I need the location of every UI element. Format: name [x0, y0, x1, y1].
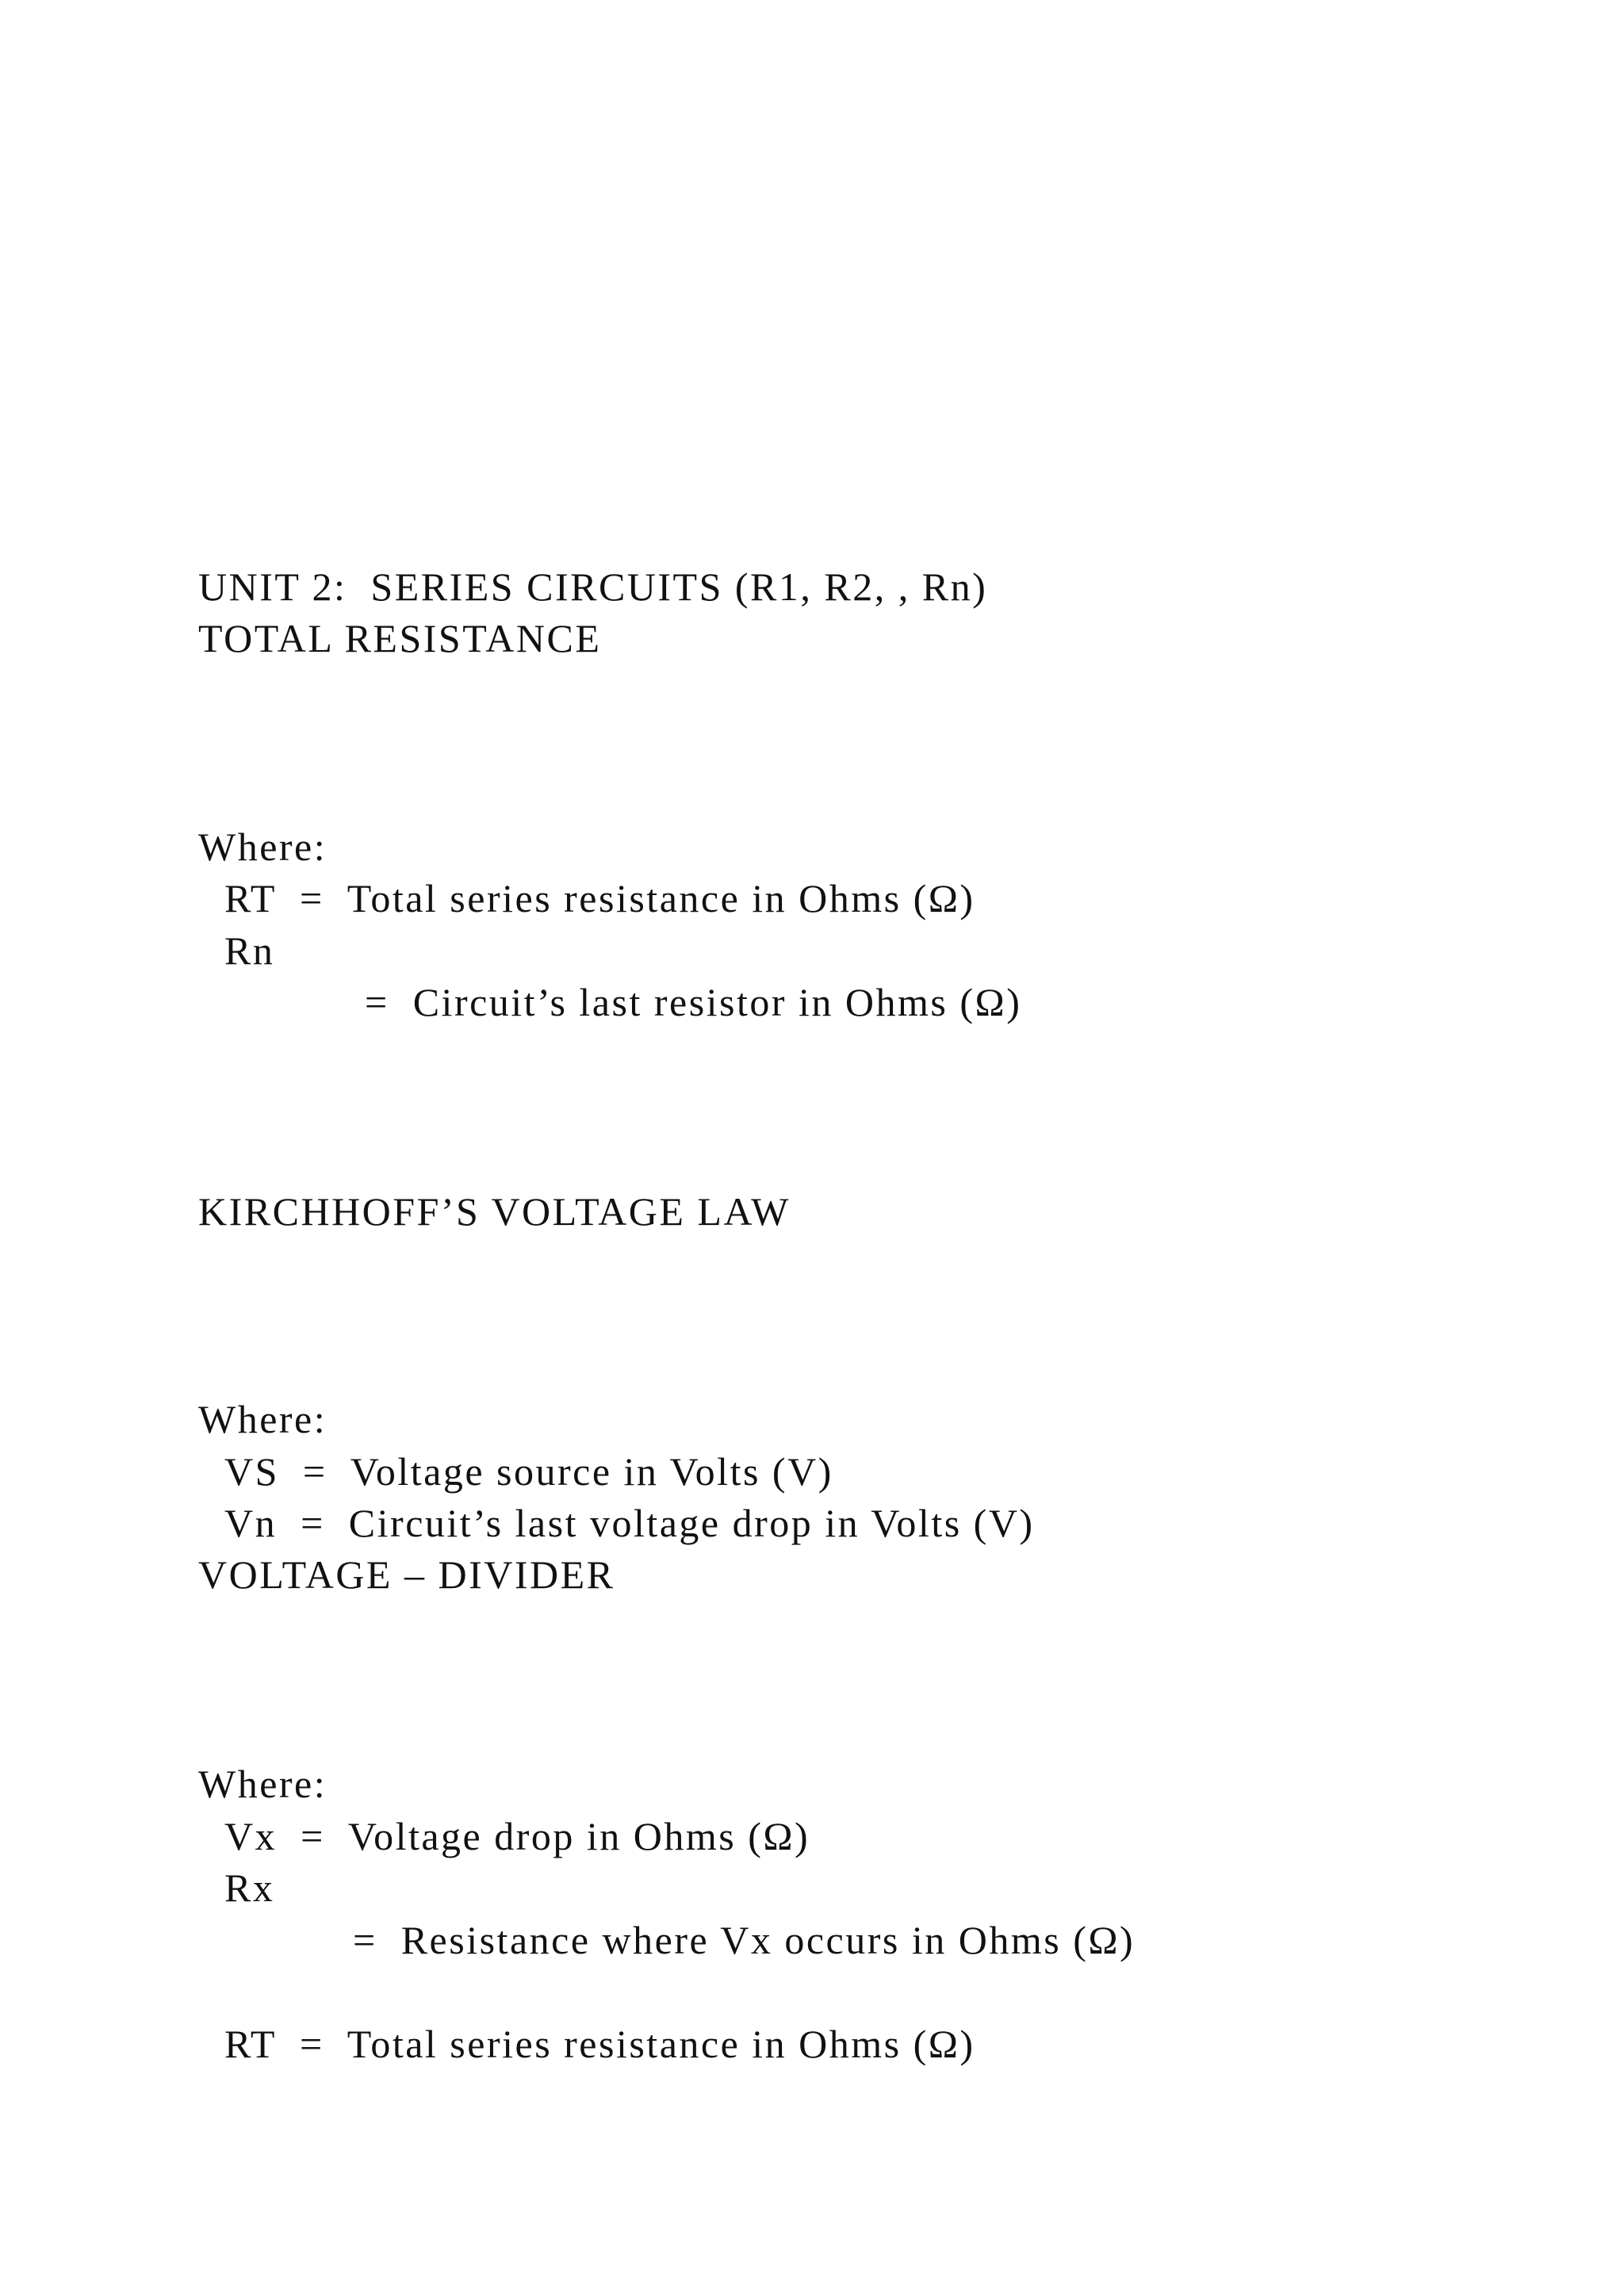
vs-definition: VS = Voltage source in Volts (V): [224, 1449, 833, 1494]
voltage-divider-heading: VOLTAGE – DIVIDER: [198, 1552, 615, 1597]
rt-definition: RT = Total series resistance in Ohms (Ω): [224, 876, 975, 920]
kvl-where: Where:: [198, 1397, 327, 1441]
rn-definition: = Circuit’s last resistor in Ohms (Ω): [365, 980, 1022, 1024]
kvl-heading: KIRCHHOFF’S VOLTAGE LAW: [198, 1189, 791, 1234]
rx-definition: = Resistance where Vx occurs in Ohms (Ω): [353, 1918, 1136, 1962]
voltage-divider-where: Where:: [198, 1762, 327, 1806]
rt-definition-divider: RT = Total series resistance in Ohms (Ω): [224, 2022, 975, 2066]
unit-title: UNIT 2: SERIES CIRCUITS (R1, R2, , Rn): [198, 564, 988, 609]
total-resistance-heading: TOTAL RESISTANCE: [198, 616, 602, 660]
rx-symbol: Rx: [224, 1866, 275, 1910]
vn-definition: Vn = Circuit’s last voltage drop in Volts (V): [224, 1501, 1035, 1545]
total-resistance-where: Where:: [198, 825, 327, 869]
rn-symbol: Rn: [224, 928, 275, 973]
vx-definition: Vx = Voltage drop in Ohms (Ω): [224, 1814, 810, 1858]
